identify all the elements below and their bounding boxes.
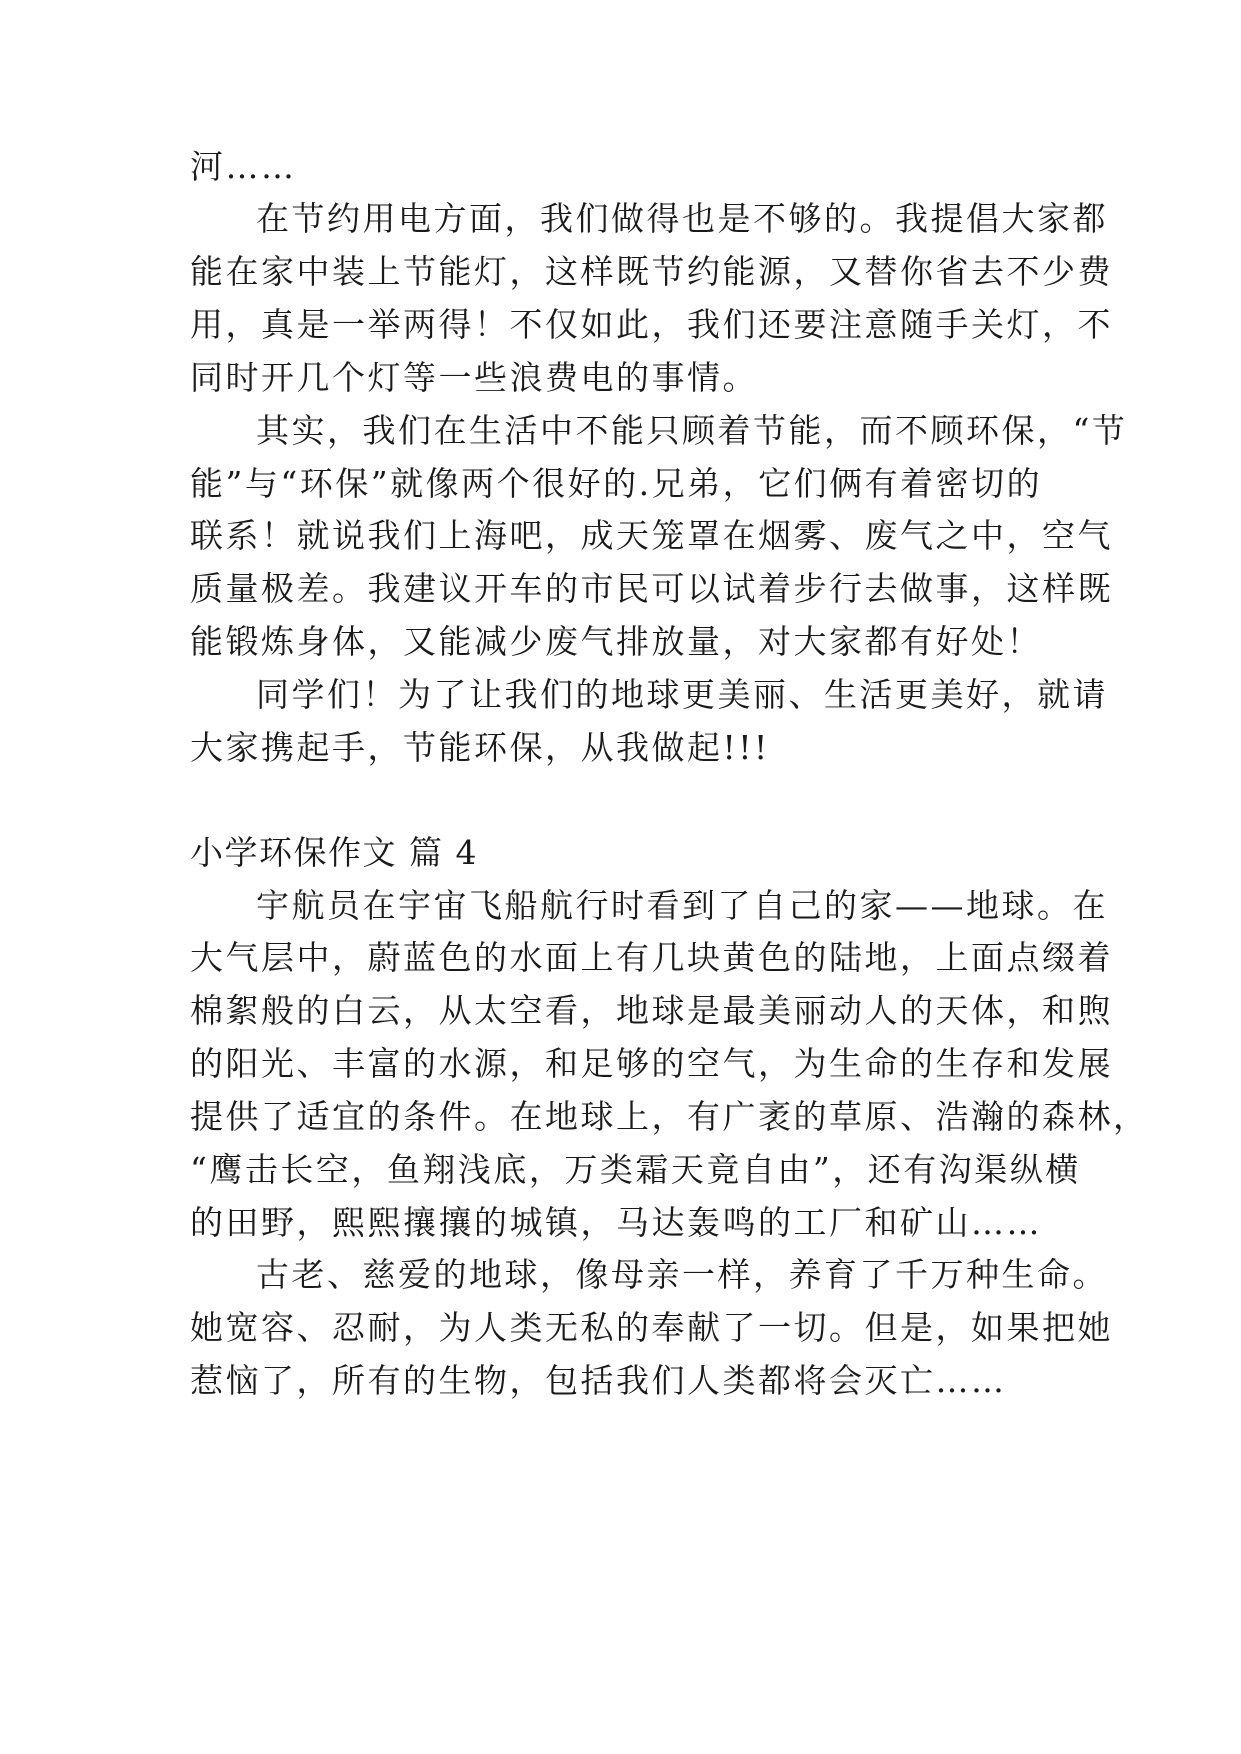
text-line: 惹恼了，所有的生物，包括我们人类都将会灭亡…… bbox=[190, 1361, 1007, 1400]
text-line: 大家携起手，节能环保，从我做起!!! bbox=[190, 728, 770, 767]
text-line: 能锻炼身体，又能减少废气排放量，对大家都有好处！ bbox=[190, 622, 1042, 661]
text-line: 能在家中装上节能灯，这样既节约能源，又替你省去不少费 bbox=[190, 252, 1113, 291]
text-line: 联系！就说我们上海吧，成天笼罩在烟雾、废气之中，空气 bbox=[190, 516, 1113, 555]
section-heading: 小学环保作文 篇 4 bbox=[190, 833, 478, 872]
text-line: 能”与“环保”就像两个很好的.兄弟，它们俩有着密切的 bbox=[190, 464, 1043, 503]
text-line: 棉絮般的白云，从太空看，地球是最美丽动人的天体，和煦 bbox=[190, 991, 1113, 1030]
text-line: “鹰击长空，鱼翔浅底，万类霜天竟自由”，还有沟渠纵横 bbox=[190, 1150, 1081, 1189]
text-line: 她宽容、忍耐，为人类无私的奉献了一切。但是，如果把她 bbox=[190, 1308, 1113, 1347]
paragraph-first-line: 古老、慈爱的地球，像母亲一样，养育了千万种生命。 bbox=[256, 1255, 1108, 1294]
text-line: 的阳光、丰富的水源，和足够的空气，为生命的生存和发展 bbox=[190, 1044, 1113, 1083]
text-line: 的田野，熙熙攘攘的城镇，马达轰鸣的工厂和矿山…… bbox=[190, 1203, 1042, 1242]
text-line: 用，真是一举两得！不仅如此，我们还要注意随手关灯，不 bbox=[190, 305, 1113, 344]
paragraph-first-line: 在节约用电方面，我们做得也是不够的。我提倡大家都 bbox=[256, 199, 1108, 238]
text-line: 质量极差。我建议开车的市民可以试着步行去做事，这样既 bbox=[190, 569, 1113, 608]
paragraph-first-line: 同学们！为了让我们的地球更美丽、生活更美好，就请 bbox=[256, 675, 1108, 714]
text-line: 河…… bbox=[190, 147, 297, 186]
text-line: 提供了适宜的条件。在地球上，有广袤的草原、浩瀚的森林， bbox=[190, 1097, 1149, 1136]
paragraph-first-line: 其实，我们在生活中不能只顾着节能，而不顾环保，“节 bbox=[256, 411, 1128, 450]
paragraph-first-line: 宇航员在宇宙飞船航行时看到了自己的家——地球。在 bbox=[256, 886, 1108, 925]
text-line: 同时开几个灯等一些浪费电的事情。 bbox=[190, 358, 758, 397]
text-line: 大气层中，蔚蓝色的水面上有几块黄色的陆地，上面点缀着 bbox=[190, 938, 1113, 977]
